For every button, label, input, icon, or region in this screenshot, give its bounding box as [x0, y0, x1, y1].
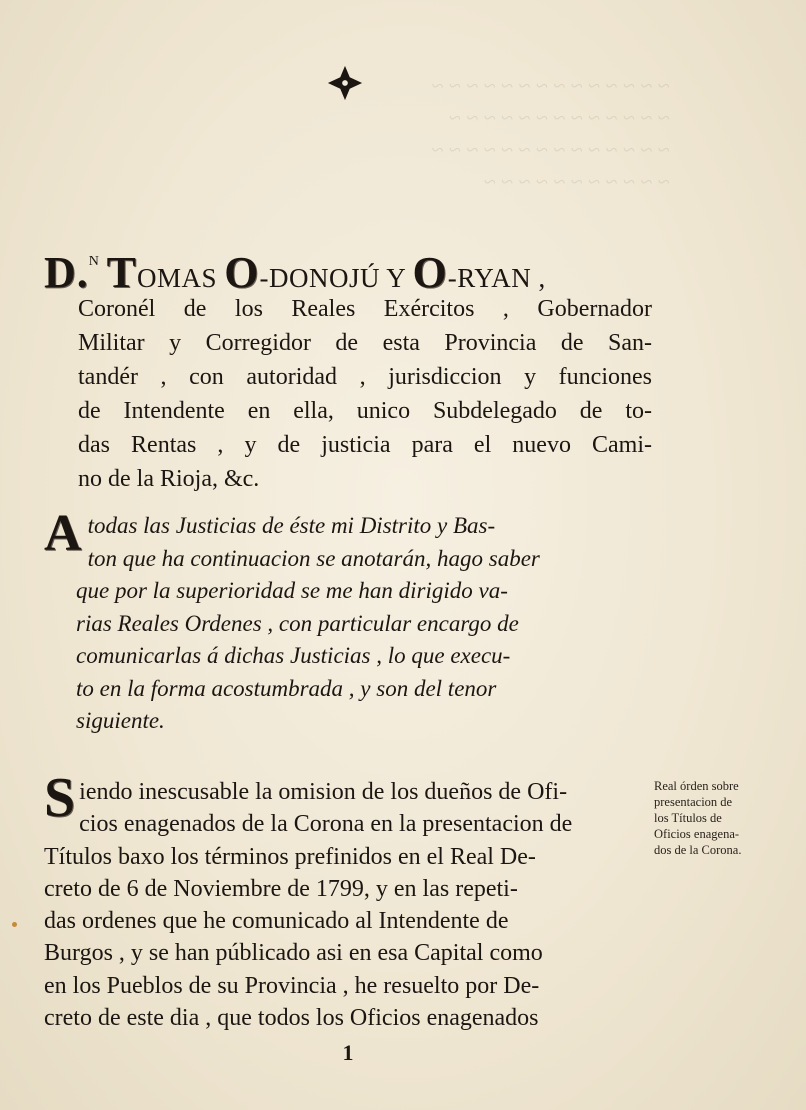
decree-line: creto de 6 de Noviembre de 1799, y en las repeti-: [44, 875, 518, 902]
address-dropcap: A: [44, 505, 82, 562]
address-line: to en la forma acostumbrada , y son del tenor: [76, 675, 497, 701]
page-heading: [44, 240, 664, 300]
heading-initial-o1: O: [224, 248, 260, 297]
marginal-line: Real órden sobre: [654, 779, 739, 793]
heading-donoju: -DONOJÚ Y: [259, 263, 406, 293]
heading-initial-o2: O: [412, 248, 448, 297]
address-line: ton que ha continuacion se anotarán, hago saber: [87, 545, 540, 571]
marginal-note: [654, 778, 780, 858]
ink-spot: [12, 922, 17, 927]
decree-line: creto de este dia , que todos los Oficios enagenados: [44, 1005, 539, 1032]
address-line: siguiente.: [76, 708, 165, 733]
marginal-line: los Títulos de: [654, 811, 722, 825]
heading-initial-t: T: [106, 248, 138, 297]
intro-line: das Rentas , y de justicia para el nuevo Cami-: [78, 432, 652, 458]
page-number: 1: [342, 1040, 354, 1065]
address-line: todas las Justicias de éste mi Distrito y Bas-: [87, 513, 496, 538]
address-line: que por la superioridad se me han dirigido va-: [76, 578, 508, 603]
decree-dropcap: S: [44, 767, 76, 829]
intro-line: de Intendente en ella, unico Subdelegado de to-: [78, 398, 652, 424]
decree-line: iendo inescusable la omision de los dueños de Ofi-: [79, 779, 568, 805]
marginal-line: dos de la Corona.: [654, 843, 742, 857]
decree-line: das ordenes que he comunicado al Intendente de: [44, 908, 509, 935]
heading-dn: D.: [44, 248, 89, 297]
address-line: rias Reales Ordenes , con particular encargo de: [76, 610, 519, 636]
address-paragraph: [44, 505, 650, 738]
decree-paragraph: [44, 767, 650, 1034]
title-block: [78, 292, 652, 496]
show-through-text: ~ ~ ~ ~ ~ ~ ~ ~ ~ ~ ~ ~ ~ ~ ~ ~ ~ ~ ~ ~ ~ ~ ~ ~ ~ ~ ~ ~ ~ ~ ~ ~ ~ ~ ~ ~ ~ ~ ~ ~ ~ ~ ~ ~ ~ ~ ~ ~ ~ ~ ~ ~: [431, 73, 670, 194]
decree-line: Títulos baxo los términos prefinidos en el Real De-: [44, 843, 536, 870]
marginal-line: presentacion de: [654, 795, 733, 809]
heading-ryan: -RYAN ,: [447, 263, 546, 293]
intro-line: Militar y Corregidor de esta Provincia de San-: [78, 330, 652, 356]
marginal-line: Oficios enagena-: [654, 827, 740, 841]
intro-line: tandér , con autoridad , jurisdiccion y funciones: [78, 364, 652, 390]
intro-line: no de la Rioja, &c.: [78, 466, 260, 492]
heading-tomas: OMAS: [137, 263, 218, 293]
intro-line: Coronél de los Reales Exércitos , Gobernador: [78, 296, 652, 322]
decree-line: Burgos , y se han públicado asi en esa Capital como: [44, 940, 543, 967]
decree-line: en los Pueblos de su Provincia , he resuelto por De-: [44, 972, 540, 999]
cross-ornament-icon: [326, 64, 364, 102]
address-line: comunicarlas á dichas Justicias , lo que execu-: [76, 643, 511, 668]
decree-line: cios enagenados de la Corona en la presentacion de: [79, 811, 573, 838]
heading-dn-superscript: N: [88, 254, 100, 269]
